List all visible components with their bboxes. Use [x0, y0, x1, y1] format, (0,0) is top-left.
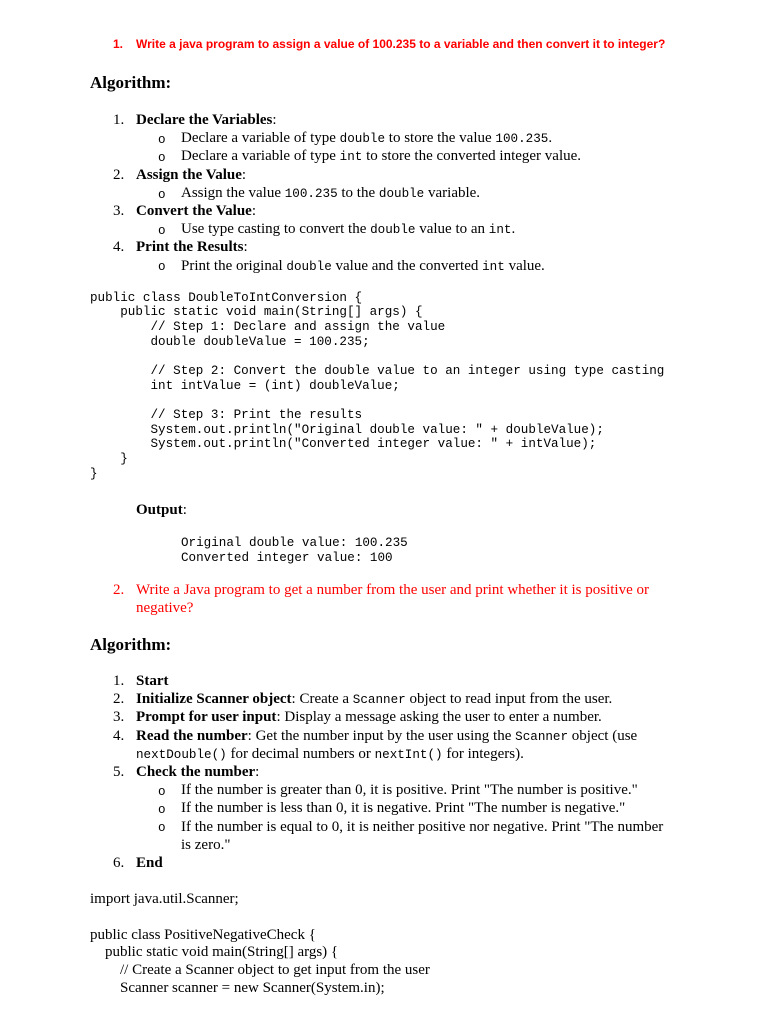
algorithm-step — [0, 727, 672, 763]
bullet-text: Declare a variable of type — [181, 148, 340, 165]
bullet-marker: o — [158, 803, 166, 817]
bullet-text: to store the value — [385, 130, 496, 147]
step-text: for integers). — [442, 745, 524, 762]
step-colon: : — [276, 709, 281, 726]
bullet-text: value. — [504, 257, 545, 274]
step-number: 1. — [113, 112, 125, 128]
step-number: 5. — [113, 763, 125, 780]
step-number: 3. — [113, 709, 125, 726]
bullet-marker: o — [158, 260, 166, 275]
bullet-text: If the number is less than 0, it is negative. Print "The number is negative." — [181, 800, 626, 817]
sub-bullet — [0, 129, 672, 147]
output-block — [181, 536, 408, 566]
bullet-marker: o — [158, 821, 166, 836]
bullet-text: Assign the value — [181, 184, 285, 201]
code-line: System.out.println("Converted integer value: " + intValue); — [90, 437, 597, 452]
code-line: Scanner scanner = new Scanner(System.in); — [90, 979, 385, 996]
step-number: 6. — [113, 854, 125, 871]
bullet-text: If the number is equal to 0, it is neither positive nor negative. Print "The number is zero." — [181, 818, 664, 853]
output-line: Original double value: 100.235 — [181, 535, 408, 550]
algorithm-heading-2: Algorithm: — [90, 635, 172, 654]
bullet-text: value to an — [415, 221, 489, 238]
step-number: 2. — [113, 691, 125, 708]
algorithm-step — [0, 708, 672, 726]
step-title: Declare the Variables — [136, 112, 273, 128]
question-1-text: Write a java program to assign a value of 100.235 to a variable and then convert it to integer? — [136, 37, 666, 51]
step-title: Check the number — [136, 763, 256, 780]
algorithm-step — [0, 166, 672, 184]
algorithm-step — [0, 763, 672, 781]
bullet-text: Declare a variable of type — [181, 130, 340, 147]
algorithm-step — [0, 672, 672, 690]
code-line: public static void main(String[] args) { — [90, 944, 339, 961]
code-line: // Step 1: Declare and assign the value — [90, 320, 446, 334]
bullet-text: . — [511, 221, 516, 238]
inline-code: Scanner — [352, 693, 406, 708]
inline-code: int — [339, 150, 363, 165]
sub-bullet — [0, 818, 672, 854]
code-line — [90, 909, 430, 927]
sub-bullet — [0, 147, 672, 165]
sub-bullet — [0, 781, 672, 799]
code-line: public static void main(String[] args) { — [90, 305, 423, 320]
inline-code: double — [378, 186, 425, 201]
sub-bullet — [0, 220, 672, 238]
inline-code: double — [370, 223, 416, 238]
step-colon: : — [251, 203, 257, 220]
code-line: public class DoubleToIntConversion { — [90, 290, 363, 305]
step-title: Convert the Value — [136, 203, 252, 220]
inline-code: double — [339, 132, 386, 147]
step-title: Prompt for user input — [136, 709, 277, 726]
step-title: Print the Results — [136, 239, 244, 256]
bullet-marker: o — [158, 151, 166, 166]
step-colon: : — [247, 727, 252, 744]
question-2-number: 2. — [113, 582, 125, 598]
code-line: int intValue = (int) doubleValue; — [90, 378, 400, 393]
bullet-text: Use type casting to convert the — [181, 221, 371, 238]
bullet-text: variable. — [424, 184, 481, 201]
inline-code: 100.235 — [284, 186, 338, 201]
step-number: 2. — [113, 166, 125, 183]
bullet-text: Print the original — [181, 257, 287, 274]
output-label — [136, 501, 187, 519]
sub-bullet — [0, 184, 672, 202]
bullet-text: to store the converted integer value. — [362, 148, 582, 165]
bullet-marker: o — [158, 784, 166, 799]
code-line: import java.util.Scanner; — [90, 891, 239, 907]
bullet-text: value and the converted — [331, 257, 483, 274]
question-1 — [0, 35, 672, 53]
step-colon: : — [241, 166, 247, 183]
question-2 — [0, 581, 672, 617]
code-line: double doubleValue = 100.235; — [90, 334, 370, 349]
inline-code: int — [488, 223, 512, 238]
sub-bullet — [0, 257, 672, 275]
algorithm-heading-1: Algorithm: — [90, 73, 172, 92]
inline-code: nextInt() — [374, 747, 443, 762]
code-line: // Create a Scanner object to get input from the user — [90, 962, 430, 979]
code-line: System.out.println("Original double value: " + doubleValue); — [90, 422, 604, 437]
algorithm-step — [0, 111, 672, 129]
inline-code: Scanner — [515, 729, 569, 744]
question-1-number: 1. — [113, 37, 124, 51]
algorithm-step — [0, 854, 672, 872]
output-label-text: Output — [136, 502, 183, 518]
code-line: // Step 3: Print the results — [90, 407, 363, 422]
step-colon: : — [243, 239, 248, 256]
step-title: Read the number — [136, 727, 248, 744]
bullet-marker: o — [158, 223, 166, 238]
bullet-marker: o — [158, 187, 166, 202]
code-line — [90, 393, 664, 408]
inline-code: 100.235 — [495, 132, 549, 147]
step-text: object to read input from the user. — [405, 691, 613, 708]
step-number: 3. — [113, 203, 125, 220]
bullet-text: If the number is greater than 0, it is positive. Print "The number is positive." — [181, 782, 638, 799]
code-block-2 — [90, 891, 430, 998]
step-text: Create a — [295, 691, 353, 708]
inline-code: double — [286, 259, 332, 274]
step-number: 4. — [113, 239, 125, 256]
bullet-marker: o — [158, 132, 166, 147]
step-text: object (use — [568, 727, 638, 744]
question-2-text: Write a Java program to get a number from the user and print whether it is positive or negative? — [136, 582, 649, 616]
step-number: 1. — [113, 672, 125, 689]
step-text: Display a message asking the user to enter a number. — [280, 709, 602, 726]
step-number: 4. — [113, 727, 125, 744]
step-colon: : — [291, 691, 296, 708]
step-title: End — [136, 854, 163, 871]
algorithm-step — [0, 690, 672, 708]
algorithm-step — [0, 238, 672, 256]
step-title: Initialize Scanner object — [136, 691, 292, 708]
code-line: } — [90, 451, 128, 466]
code-line — [90, 349, 664, 364]
code-line: // Step 2: Convert the double value to an integer using type casting — [90, 363, 665, 378]
step-title: Assign the Value — [136, 166, 242, 183]
code-line: public class PositiveNegativeCheck { — [90, 926, 316, 943]
code-line: } — [90, 466, 98, 481]
step-colon: : — [272, 112, 277, 128]
output-colon: : — [182, 502, 187, 518]
step-text: for decimal numbers or — [226, 745, 375, 762]
step-text: Get the number input by the user using the — [251, 727, 516, 744]
output-line: Converted integer value: 100 — [181, 550, 393, 565]
algorithm-list-1 — [0, 111, 672, 275]
inline-code: nextDouble() — [136, 747, 227, 762]
algorithm-list-2 — [0, 672, 672, 872]
bullet-text: to the — [337, 184, 379, 201]
sub-bullet — [0, 799, 672, 817]
inline-code: int — [482, 259, 505, 274]
algorithm-step — [0, 202, 672, 220]
code-block-1 — [90, 291, 664, 482]
step-title: Start — [136, 672, 169, 689]
step-colon: : — [255, 763, 260, 780]
bullet-text: . — [548, 130, 553, 147]
